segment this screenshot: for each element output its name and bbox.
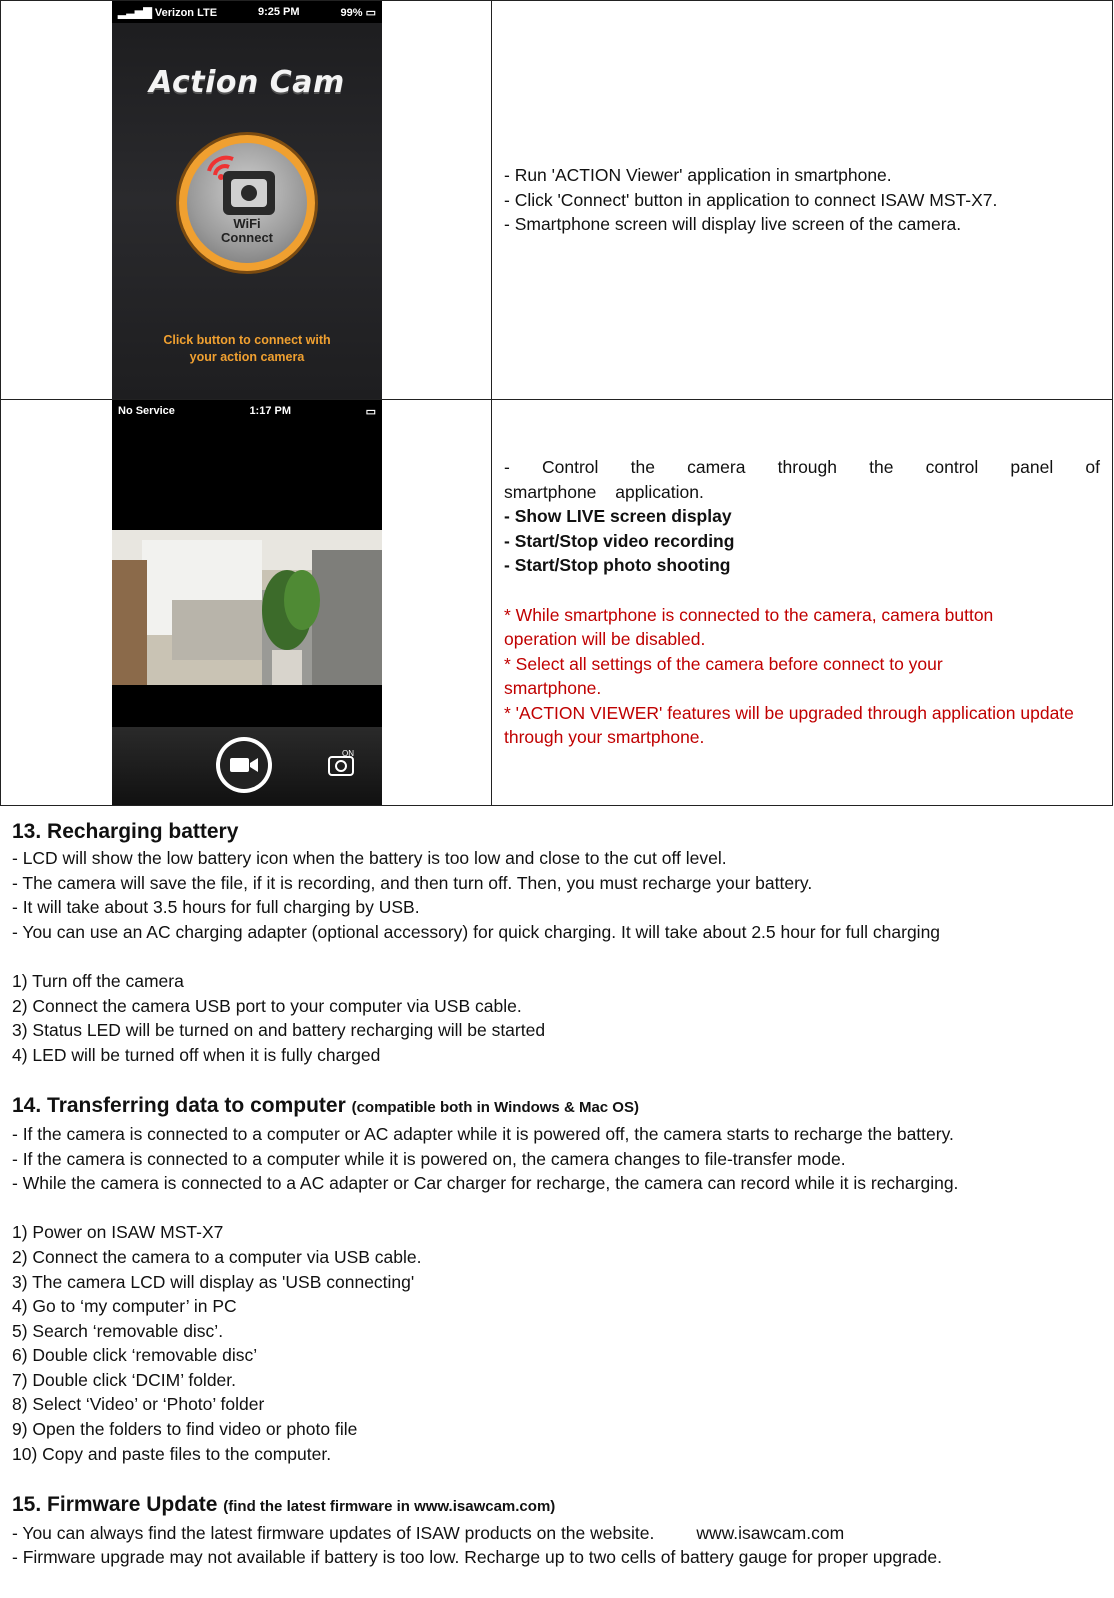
step-line: 1) Turn off the camera: [12, 970, 184, 991]
instruction-line: - Click 'Connect' button in application to connect ISAW MST-X7.: [504, 189, 998, 210]
carrier-label: No Service: [118, 405, 175, 417]
connect-hint: [112, 332, 382, 366]
body-line: [12, 1521, 1102, 1546]
status-bar: [112, 400, 382, 422]
live-camera-view: [112, 530, 382, 685]
record-video-button[interactable]: [216, 737, 272, 793]
battery-charging-icon: ▭: [365, 405, 376, 418]
body-line: - If the camera is connected to a computer or AC adapter while it is powered off, the camera starts to recharge the battery.: [12, 1123, 954, 1144]
clock: 9:25 PM: [257, 6, 300, 18]
step-line: 1) Power on ISAW MST-X7: [12, 1222, 224, 1243]
step-line: 2) Connect the camera USB port to your computer via USB cable.: [12, 995, 522, 1016]
hint-line: Click button to connect with: [163, 333, 331, 347]
step-line: 10) Copy and paste files to the computer.: [12, 1443, 332, 1464]
photo-badge: ON: [342, 749, 354, 758]
step-line: 8) Select ‘Video’ or ‘Photo’ folder: [12, 1394, 265, 1415]
photo-mode-button[interactable]: [327, 751, 357, 777]
signal-icon: ▂▃▅▇: [118, 6, 152, 19]
feature-line: - Show LIVE screen display: [504, 506, 732, 527]
manual-body: [12, 818, 1102, 1570]
body-line: - While the camera is connected to a AC adapter or Car charger for recharge, the camera can record while it is recharging.: [12, 1173, 959, 1194]
section-heading: [12, 1491, 1102, 1521]
body-line: - It will take about 3.5 hours for full charging by USB.: [12, 897, 420, 918]
section-heading: [12, 1092, 1102, 1122]
body-line: - If the camera is connected to a computer while it is powered on, the camera changes to file-transfer mode.: [12, 1148, 846, 1169]
clock: 1:17 PM: [249, 405, 292, 417]
body-line: - Firmware upgrade may not available if battery is too low. Recharge up to two cells of battery gauge for proper upgrade.: [12, 1547, 942, 1568]
body-line: - You can use an AC charging adapter (optional accessory) for quick charging. It will take about 2.5 hour for full charging: [12, 921, 941, 942]
heading-subtitle: (compatible both in Windows & Mac OS): [351, 1098, 639, 1116]
body-line: - The camera will save the file, if it is recording, and then turn off. Then, you must recharge your battery.: [12, 872, 813, 893]
instruction-text-cell: [492, 400, 1113, 806]
body-text: - You can always find the latest firmware updates of ISAW products on the website.: [12, 1522, 655, 1543]
step-line: 2) Connect the camera to a computer via USB cable.: [12, 1246, 422, 1267]
body-line: - LCD will show the low battery icon when the battery is too low and close to the cut off level.: [12, 848, 727, 868]
control-bar: [112, 727, 382, 805]
step-line: 6) Double click ‘removable disc’: [12, 1345, 258, 1366]
table-row: [1, 1, 1113, 400]
warning-note: * 'ACTION VIEWER' features will be upgraded through application update through your smartphone.: [504, 702, 1074, 748]
status-bar: [112, 1, 382, 23]
step-line: 3) The camera LCD will display as 'USB connecting': [12, 1271, 415, 1292]
connect-label: Connect: [221, 230, 273, 245]
instruction-line: - Smartphone screen will display live screen of the camera.: [504, 214, 962, 235]
phone-screenshot-live: [112, 400, 382, 805]
network-label: LTE: [197, 6, 218, 19]
feature-line: - Start/Stop photo shooting: [504, 555, 731, 576]
step-line: 7) Double click ‘DCIM’ folder.: [12, 1369, 237, 1390]
screenshot-cell: [1, 400, 492, 806]
warning-note: * While smartphone is connected to the camera, camera button operation will be disabled.: [504, 604, 994, 650]
instruction-line: - Run 'ACTION Viewer' application in smartphone.: [504, 165, 892, 186]
table-row: [1, 400, 1113, 806]
instruction-intro: - Control the camera through the control panel of smartphone application.: [504, 457, 1100, 502]
carrier-label: Verizon: [154, 6, 195, 19]
instruction-text-cell: [492, 1, 1113, 400]
feature-line: - Start/Stop video recording: [504, 530, 735, 551]
step-line: 4) Go to ‘my computer’ in PC: [12, 1296, 237, 1317]
step-line: 3) Status LED will be turned on and battery recharging will be started: [12, 1020, 546, 1041]
hint-line: your action camera: [189, 350, 305, 364]
heading-title: 14. Transferring data to computer: [12, 1093, 346, 1117]
app-title: Action Cam: [149, 65, 345, 100]
wifi-connect-button[interactable]: [179, 135, 315, 271]
screenshot-cell: [1, 1, 492, 400]
step-line: 4) LED will be turned off when it is fully charged: [12, 1044, 381, 1065]
heading-subtitle: (find the latest firmware in www.isawcam.com): [223, 1497, 556, 1515]
section-heading: 13. Recharging battery: [12, 820, 239, 843]
step-line: 9) Open the folders to find video or photo file: [12, 1419, 358, 1440]
website-link[interactable]: www.isawcam.com: [696, 1522, 845, 1543]
battery-icon: ▭: [365, 6, 376, 19]
wifi-label: WiFi: [233, 216, 261, 231]
step-line: 5) Search ‘removable disc’.: [12, 1320, 224, 1341]
video-camera-icon: [229, 756, 259, 774]
phone-screenshot-connect: [112, 1, 382, 399]
office-scene-image: [112, 530, 382, 685]
heading-title: 15. Firmware Update: [12, 1492, 218, 1516]
battery-percent: 99%: [340, 6, 363, 19]
warning-note: * Select all settings of the camera before connect to your smartphone.: [504, 653, 943, 699]
